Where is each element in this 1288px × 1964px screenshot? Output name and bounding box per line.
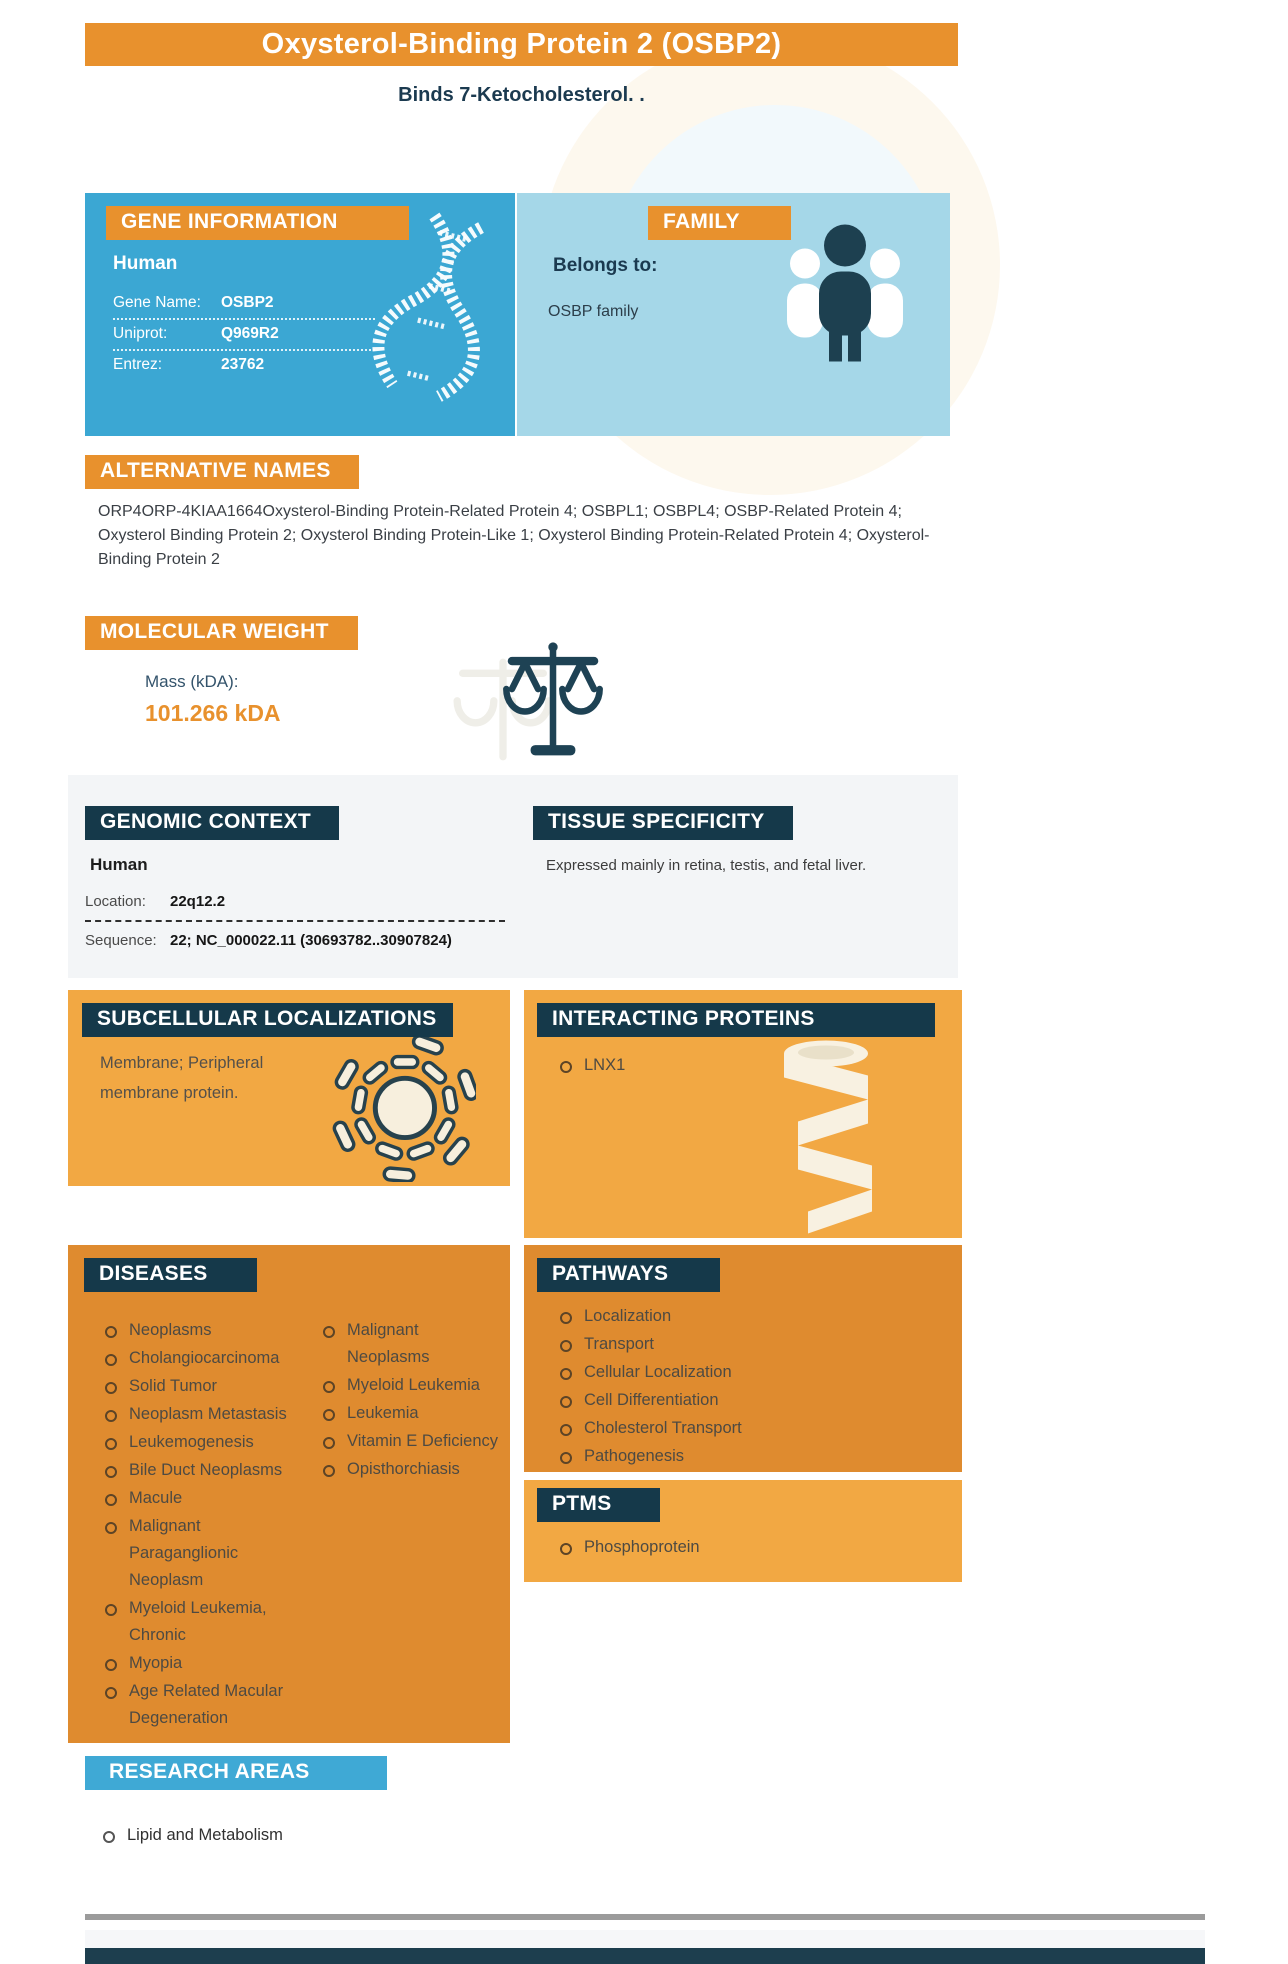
- list-item: [105, 1373, 300, 1400]
- list-item: [560, 1415, 742, 1442]
- page-title: Oxysterol-Binding Protein 2 (OSBP2): [85, 23, 958, 66]
- list-item-label: Neoplasm Metastasis: [129, 1405, 287, 1423]
- bullet-icon: [105, 1522, 117, 1534]
- list-item: [105, 1650, 300, 1677]
- molecular-weight-header: MOLECULAR WEIGHT: [85, 616, 358, 650]
- list-item: [323, 1456, 503, 1483]
- bullet-icon: [323, 1409, 335, 1421]
- interacting-proteins-list: [560, 1052, 625, 1080]
- family-card: [517, 193, 950, 436]
- uniprot-label: Uniprot:: [113, 325, 168, 342]
- list-item-label: Vitamin E Deficiency: [347, 1432, 499, 1450]
- list-item: [323, 1400, 503, 1427]
- pathways-card: [524, 1245, 962, 1472]
- bullet-icon: [105, 1326, 117, 1338]
- list-item: [105, 1513, 300, 1594]
- list-item: [560, 1359, 742, 1386]
- entrez-label: Entrez:: [113, 356, 163, 373]
- bullet-icon: [323, 1465, 335, 1477]
- list-item: [560, 1443, 742, 1470]
- bullet-icon: [560, 1340, 572, 1352]
- ptms-card: [524, 1480, 962, 1582]
- bullet-icon: [323, 1381, 335, 1393]
- sequence-row: [85, 932, 452, 949]
- diseases-header: DISEASES: [84, 1258, 257, 1292]
- bullet-icon: [105, 1604, 117, 1616]
- bullet-icon: [560, 1424, 572, 1436]
- species-label: Human: [113, 253, 178, 274]
- bullet-icon: [105, 1382, 117, 1394]
- bullet-icon: [105, 1659, 117, 1671]
- alternative-names-text: ORP4ORP-4KIAA1664Oxysterol-Binding Protein-Related Protein 4; OSBPL1; OSBPL4; OSBP-Related Protein 4; Oxysterol Binding Protein 2; Oxysterol Binding Protein-Like 1; Oxysterol Binding Protein-Related Protein 4; Oxysterol-Binding Protein 2: [98, 503, 930, 568]
- gene-information-card: [85, 193, 515, 436]
- bullet-icon: [105, 1466, 117, 1478]
- list-item: [105, 1345, 300, 1372]
- list-item-label: Myopia: [129, 1654, 183, 1672]
- bullet-icon: [560, 1061, 572, 1073]
- bullet-icon: [105, 1438, 117, 1450]
- list-item-label: Age Related Macular Degeneration: [129, 1682, 284, 1727]
- location-row: [85, 893, 225, 910]
- mass-label: Mass (kDA):: [145, 672, 239, 691]
- family-value: OSBP family: [548, 303, 639, 320]
- list-item: [560, 1303, 742, 1330]
- footer-divider: [85, 1914, 1205, 1920]
- list-item-label: Cholesterol Transport: [584, 1419, 742, 1437]
- list-item-label: Opisthorchiasis: [347, 1460, 460, 1478]
- pathways-list: [560, 1303, 742, 1471]
- research-areas-list: [103, 1822, 283, 1850]
- uniprot-value: Q969R2: [221, 325, 279, 342]
- list-item-label: Lipid and Metabolism: [127, 1826, 283, 1844]
- bullet-icon: [105, 1494, 117, 1506]
- belongs-to-label: Belongs to:: [553, 255, 658, 276]
- list-item-label: Myeloid Leukemia, Chronic: [129, 1599, 267, 1644]
- list-item: [103, 1822, 283, 1849]
- list-item-label: Leukemogenesis: [129, 1433, 254, 1451]
- alternative-names-header: ALTERNATIVE NAMES: [85, 455, 359, 489]
- list-item: [105, 1595, 300, 1649]
- tissue-specificity-text: Expressed mainly in retina, testis, and fetal liver.: [546, 857, 867, 874]
- bullet-icon: [105, 1410, 117, 1422]
- bullet-icon: [105, 1687, 117, 1699]
- organelle-icon: [318, 1022, 476, 1187]
- table-row: [113, 320, 375, 351]
- gene-name-label: Gene Name:: [113, 294, 201, 311]
- family-header: FAMILY: [648, 206, 791, 240]
- sequence-value: 22; NC_000022.11 (30693782..30907824): [170, 932, 452, 949]
- bullet-icon: [560, 1368, 572, 1380]
- location-label: Location:: [85, 893, 146, 910]
- bullet-icon: [323, 1326, 335, 1338]
- page-subtitle: Binds 7-Ketocholesterol. .: [398, 84, 645, 106]
- list-item: [560, 1534, 700, 1561]
- table-row: [113, 351, 375, 380]
- list-item-label: Cholangiocarcinoma: [129, 1349, 280, 1367]
- list-item: [560, 1331, 742, 1358]
- list-item: [105, 1485, 300, 1512]
- tissue-specificity-header: TISSUE SPECIFICITY: [533, 806, 793, 840]
- bullet-icon: [323, 1437, 335, 1449]
- list-item-label: Myeloid Leukemia: [347, 1376, 480, 1394]
- list-item-label: Neoplasms: [129, 1321, 212, 1339]
- list-item: [105, 1317, 300, 1344]
- list-item-label: Macule: [129, 1489, 183, 1507]
- list-item: [560, 1052, 625, 1079]
- bullet-icon: [560, 1396, 572, 1408]
- list-item: [105, 1678, 300, 1732]
- research-areas-header: RESEARCH AREAS: [85, 1756, 387, 1790]
- mass-value: 101.266 kDA: [145, 700, 281, 726]
- list-item: [105, 1401, 300, 1428]
- subcellular-localizations-card: [68, 990, 510, 1186]
- list-item: [323, 1372, 503, 1399]
- footer-bar: [85, 1948, 1205, 1964]
- bullet-icon: [103, 1831, 115, 1843]
- list-item-label: Solid Tumor: [129, 1377, 218, 1395]
- bullet-icon: [560, 1543, 572, 1555]
- ptms-list: [560, 1534, 700, 1562]
- list-item-label: Phosphoprotein: [584, 1538, 700, 1556]
- table-row: [113, 289, 375, 320]
- diseases-list-column2: [323, 1317, 503, 1484]
- list-item-label: Cell Differentiation: [584, 1391, 719, 1409]
- interacting-proteins-card: [524, 990, 962, 1238]
- subcellular-localizations-header: SUBCELLULAR LOCALIZATIONS: [82, 1003, 453, 1037]
- list-item-label: LNX1: [584, 1056, 626, 1074]
- gene-information-header: GENE INFORMATION: [106, 206, 409, 240]
- balance-scale-icon: [497, 635, 609, 778]
- list-item-label: Leukemia: [347, 1404, 419, 1422]
- gene-name-value: OSBP2: [221, 294, 274, 311]
- list-item: [105, 1457, 300, 1484]
- bullet-icon: [105, 1354, 117, 1366]
- genomic-tissue-band: [68, 775, 958, 978]
- list-item: [323, 1428, 503, 1455]
- interacting-proteins-header: INTERACTING PROTEINS: [537, 1003, 935, 1037]
- list-item-label: Bile Duct Neoplasms: [129, 1461, 283, 1479]
- subcellular-localizations-text: Membrane; Peripheral membrane protein.: [100, 1054, 264, 1102]
- list-item-label: Pathogenesis: [584, 1447, 684, 1465]
- bullet-icon: [560, 1452, 572, 1464]
- list-item-label: Transport: [584, 1335, 654, 1353]
- protein-ribbon-icon: [764, 1038, 899, 1241]
- entrez-value: 23762: [221, 356, 265, 373]
- ptms-header: PTMS: [537, 1488, 660, 1522]
- family-people-icon: [775, 211, 915, 371]
- diseases-list-column1: [105, 1317, 300, 1733]
- list-item-label: Malignant Paraganglionic Neoplasm: [129, 1517, 239, 1589]
- list-item-label: Cellular Localization: [584, 1363, 732, 1381]
- list-item: [560, 1387, 742, 1414]
- genomic-context-header: GENOMIC CONTEXT: [85, 806, 339, 840]
- list-item-label: Localization: [584, 1307, 672, 1325]
- list-item: [323, 1317, 503, 1371]
- location-value: 22q12.2: [170, 893, 226, 910]
- dashed-divider: [85, 920, 505, 922]
- genomic-species-label: Human: [90, 855, 148, 874]
- sequence-label: Sequence:: [85, 932, 157, 949]
- gene-info-table: [113, 289, 375, 380]
- diseases-card: [68, 1245, 510, 1743]
- list-item-label: Malignant Neoplasms: [347, 1321, 430, 1366]
- bullet-icon: [560, 1312, 572, 1324]
- list-item: [105, 1429, 300, 1456]
- pathways-header: PATHWAYS: [537, 1258, 720, 1292]
